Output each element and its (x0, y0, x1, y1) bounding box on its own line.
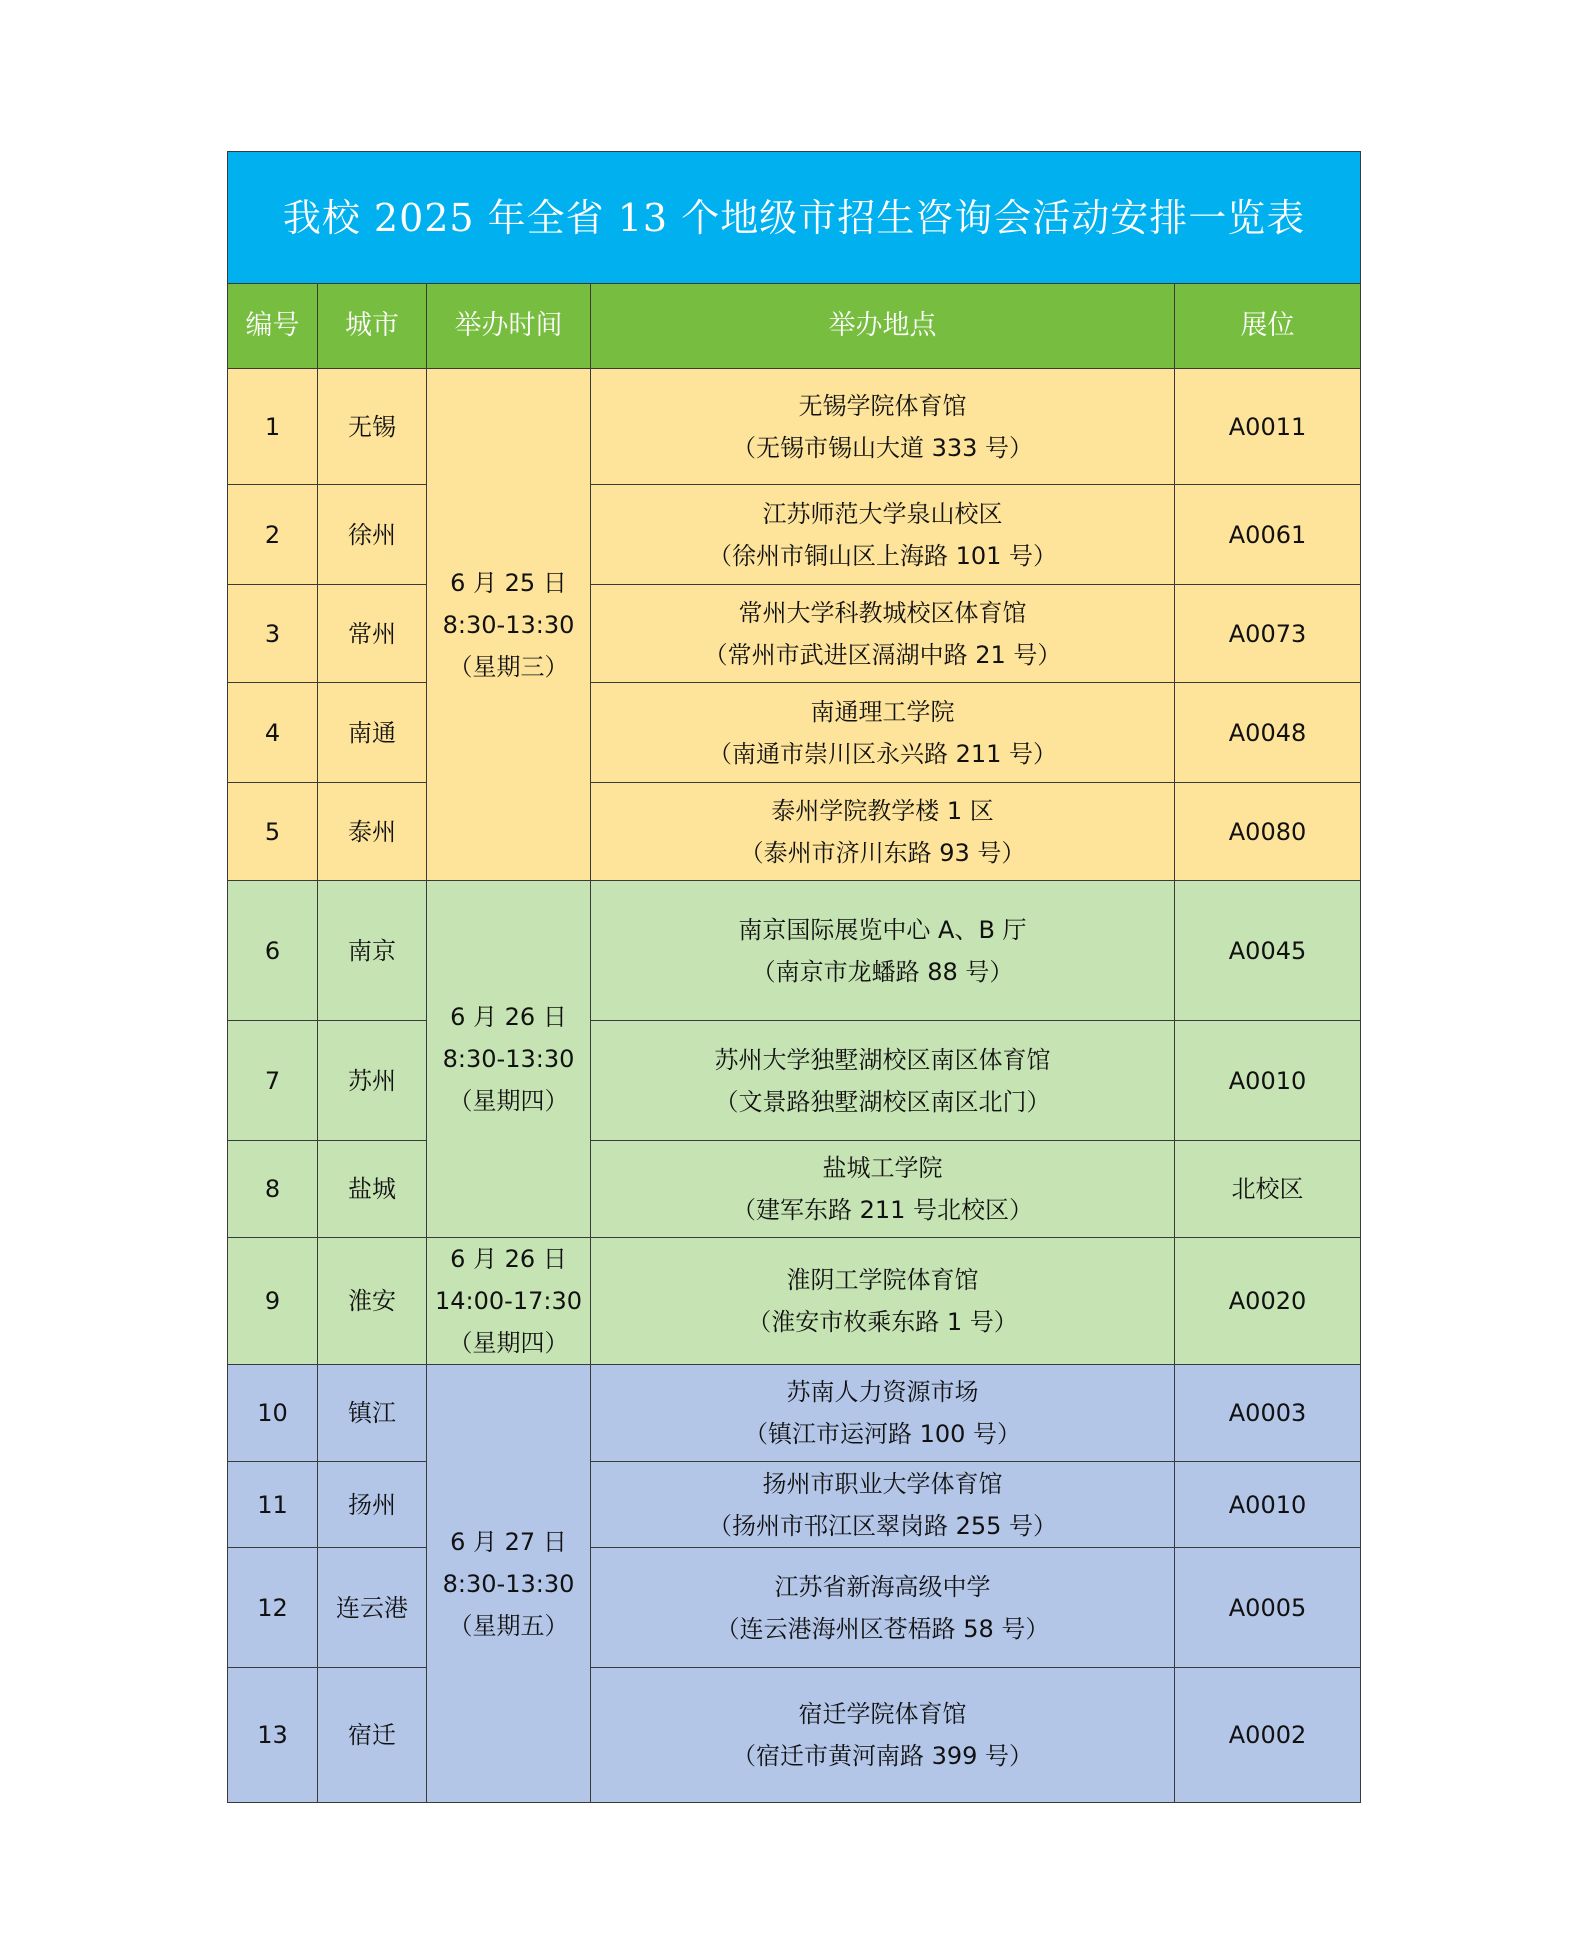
time-weekday: （星期四） (448, 1329, 569, 1357)
time-date: 6 月 25 日 (450, 568, 567, 597)
venue-name: 苏南人力资源市场 (786, 1378, 979, 1406)
venue-cell (591, 1548, 1175, 1668)
row-city: 徐州 (318, 485, 427, 585)
venue-name: 常州大学科教城校区体育馆 (738, 598, 1027, 627)
row-city: 南京 (318, 881, 427, 1021)
venue-name: 江苏师范大学泉山校区 (762, 499, 1003, 528)
row-city: 常州 (318, 585, 427, 683)
title-row (228, 152, 1361, 284)
venue-name: 泰州学院教学楼 1 区 (771, 796, 994, 825)
row-booth: A0020 (1175, 1238, 1361, 1365)
header-time: 举办时间 (427, 284, 591, 369)
venue-name: 南通理工学院 (810, 697, 955, 726)
table-row (228, 1365, 1361, 1462)
venue-name: 盐城工学院 (822, 1154, 943, 1182)
venue-address: （泰州市济川东路 93 号） (739, 838, 1026, 867)
venue-cell (591, 881, 1175, 1021)
table-row (228, 1548, 1361, 1668)
row-booth: A0048 (1175, 683, 1361, 783)
table-row (228, 585, 1361, 683)
venue-name: 南京国际展览中心 A、B 厅 (738, 915, 1027, 944)
time-hours: 14:00-17:30 (435, 1287, 582, 1315)
venue-address: （无锡市锡山大道 333 号） (731, 433, 1034, 462)
row-booth: A0003 (1175, 1365, 1361, 1462)
time-hours: 8:30-13:30 (442, 610, 575, 639)
table-title: 我校 2025 年全省 13 个地级市招生咨询会活动安排一览表 (228, 152, 1361, 284)
row-booth: A0011 (1175, 369, 1361, 485)
row-city: 苏州 (318, 1021, 427, 1141)
venue-address: （建军东路 211 号北校区） (731, 1196, 1034, 1224)
time-slot-cell (427, 1365, 591, 1803)
row-city: 镇江 (318, 1365, 427, 1462)
row-number: 7 (228, 1021, 318, 1141)
header-city: 城市 (318, 284, 427, 369)
row-number: 6 (228, 881, 318, 1021)
venue-name: 淮阴工学院体育馆 (786, 1266, 979, 1294)
venue-cell (591, 369, 1175, 485)
venue-address: （连云港海州区苍梧路 58 号） (715, 1614, 1050, 1643)
row-city: 宿迁 (318, 1668, 427, 1803)
venue-cell (591, 1021, 1175, 1141)
table-row (228, 1021, 1361, 1141)
row-number: 12 (228, 1548, 318, 1668)
row-city: 淮安 (318, 1238, 427, 1365)
venue-cell (591, 585, 1175, 683)
row-number: 3 (228, 585, 318, 683)
time-hours: 8:30-13:30 (442, 1569, 575, 1598)
row-city: 扬州 (318, 1462, 427, 1548)
venue-address: （淮安市枚乘东路 1 号） (747, 1308, 1018, 1336)
venue-name: 扬州市职业大学体育馆 (762, 1469, 1003, 1498)
row-number: 5 (228, 783, 318, 881)
row-booth: A0045 (1175, 881, 1361, 1021)
time-slot-cell (427, 1238, 591, 1365)
time-date: 6 月 26 日 (450, 1003, 567, 1031)
time-hours: 8:30-13:30 (442, 1045, 575, 1073)
header-row (228, 284, 1361, 369)
row-number: 10 (228, 1365, 318, 1462)
schedule-table (227, 151, 1361, 1803)
row-number: 11 (228, 1462, 318, 1548)
row-booth: A0002 (1175, 1668, 1361, 1803)
venue-name: 宿迁学院体育馆 (798, 1700, 967, 1728)
venue-address: （南通市崇川区永兴路 211 号） (707, 739, 1058, 768)
venue-address: （宿迁市黄河南路 399 号） (731, 1742, 1034, 1770)
venue-cell (591, 683, 1175, 783)
header-number: 编号 (228, 284, 318, 369)
row-number: 9 (228, 1238, 318, 1365)
time-weekday: （星期四） (448, 1087, 569, 1115)
time-date: 6 月 26 日 (450, 1245, 567, 1273)
venue-address: （南京市龙蟠路 88 号） (751, 957, 1014, 986)
time-date: 6 月 27 日 (450, 1527, 567, 1556)
row-booth: A0010 (1175, 1021, 1361, 1141)
table-row (228, 1668, 1361, 1803)
table-row (228, 683, 1361, 783)
table-row (228, 485, 1361, 585)
venue-cell (591, 1141, 1175, 1238)
row-number: 2 (228, 485, 318, 585)
venue-address: （扬州市邗江区翠岗路 255 号） (707, 1511, 1058, 1540)
row-city: 连云港 (318, 1548, 427, 1668)
row-number: 13 (228, 1668, 318, 1803)
row-booth: A0073 (1175, 585, 1361, 683)
table-row (228, 369, 1361, 485)
row-city: 泰州 (318, 783, 427, 881)
venue-name: 江苏省新海高级中学 (774, 1572, 991, 1601)
time-slot-cell (427, 369, 591, 881)
row-booth: A0061 (1175, 485, 1361, 585)
header-booth: 展位 (1175, 284, 1361, 369)
table-row (228, 1238, 1361, 1365)
row-booth: A0005 (1175, 1548, 1361, 1668)
row-number: 8 (228, 1141, 318, 1238)
row-booth: 北校区 (1175, 1141, 1361, 1238)
venue-name: 无锡学院体育馆 (798, 391, 967, 420)
table-row (228, 1141, 1361, 1238)
row-booth: A0080 (1175, 783, 1361, 881)
venue-address: （文景路独墅湖校区南区北门） (714, 1087, 1051, 1116)
row-city: 盐城 (318, 1141, 427, 1238)
venue-name: 苏州大学独墅湖校区南区体育馆 (714, 1045, 1051, 1074)
row-city: 南通 (318, 683, 427, 783)
table-row (228, 783, 1361, 881)
venue-cell (591, 1668, 1175, 1803)
row-city: 无锡 (318, 369, 427, 485)
time-slot-cell (427, 881, 591, 1238)
venue-cell (591, 485, 1175, 585)
row-number: 4 (228, 683, 318, 783)
venue-address: （常州市武进区滆湖中路 21 号） (703, 640, 1062, 669)
venue-cell (591, 1462, 1175, 1548)
venue-cell (591, 1365, 1175, 1462)
venue-cell (591, 783, 1175, 881)
row-number: 1 (228, 369, 318, 485)
venue-cell (591, 1238, 1175, 1365)
table-row (228, 1462, 1361, 1548)
venue-address: （徐州市铜山区上海路 101 号） (707, 541, 1058, 570)
table-row (228, 881, 1361, 1021)
row-booth: A0010 (1175, 1462, 1361, 1548)
time-weekday: （星期三） (448, 652, 569, 681)
time-weekday: （星期五） (448, 1611, 569, 1640)
venue-address: （镇江市运河路 100 号） (743, 1420, 1022, 1448)
header-venue: 举办地点 (591, 284, 1175, 369)
